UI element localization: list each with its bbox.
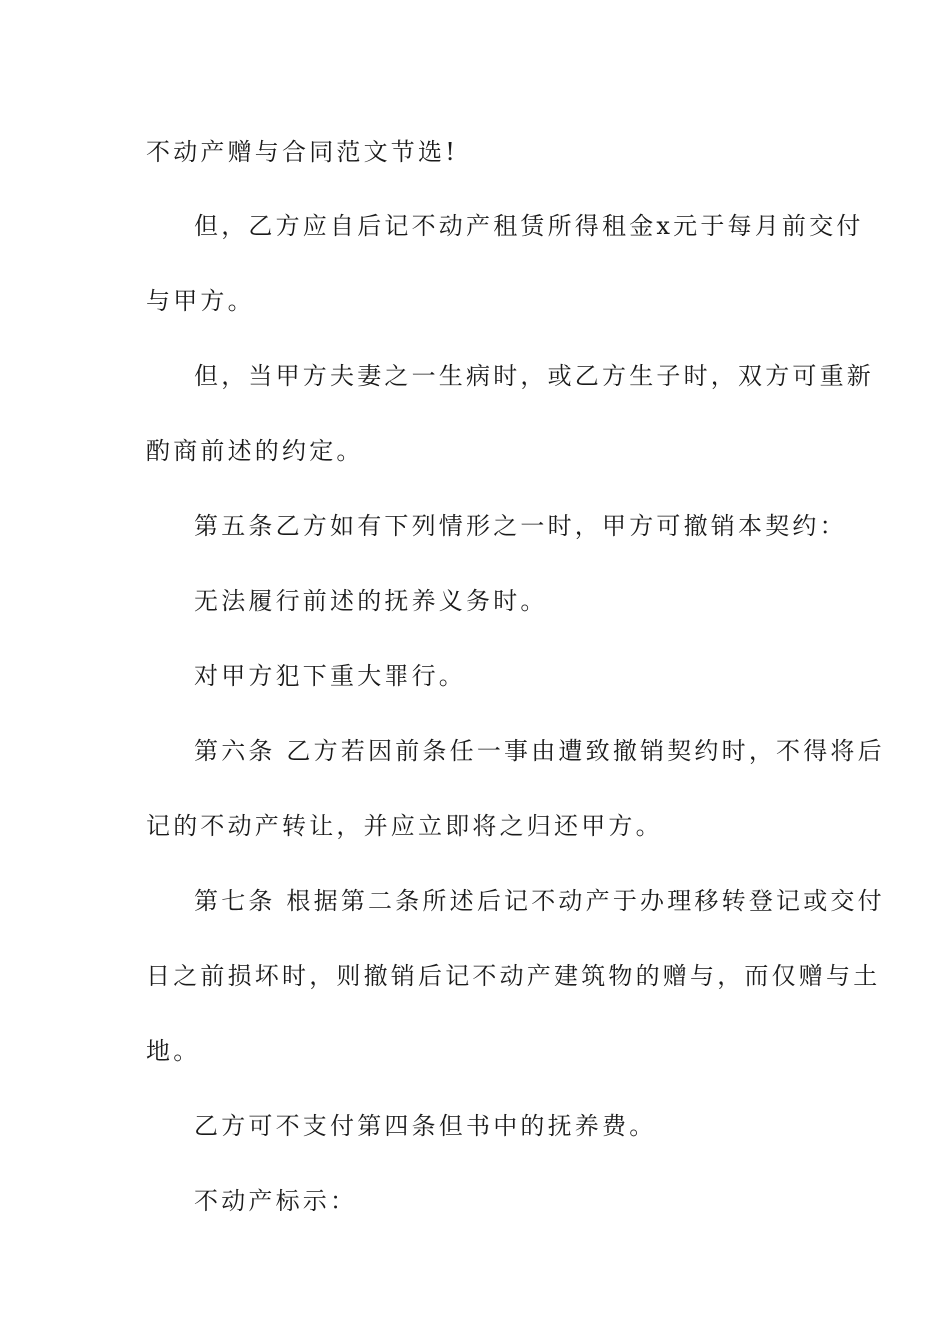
text-line: 不动产标示：	[194, 1187, 358, 1215]
text-line: 无法履行前述的抚养义务时。	[194, 587, 548, 615]
text-line: 第七条 根据第二条所述后记不动产于办理移转登记或交付	[194, 887, 885, 915]
text-line: 与甲方。	[146, 287, 255, 315]
text-line: 但，当甲方夫妻之一生病时，或乙方生子时，双方可重新	[194, 362, 874, 390]
text-line: 酌商前述的约定。	[146, 437, 364, 465]
text-line: 但，乙方应自后记不动产租赁所得租金x元于每月前交付	[194, 212, 864, 240]
text-line: 第五条乙方如有下列情形之一时，甲方可撤销本契约：	[194, 512, 847, 540]
text-line: 日之前损坏时，则撤销后记不动产建筑物的赠与，而仅赠与土	[146, 962, 881, 990]
text-line: 地。	[146, 1037, 201, 1065]
text-line: 对甲方犯下重大罪行。	[194, 662, 466, 690]
text-line: 乙方可不支付第四条但书中的抚养费。	[194, 1112, 657, 1140]
text-line: 第六条 乙方若因前条任一事由遭致撤销契约时，不得将后	[194, 737, 885, 765]
text-line: 记的不动产转让，并应立即将之归还甲方。	[146, 812, 663, 840]
text-line: 不动产赠与合同范文节选!	[146, 138, 459, 166]
